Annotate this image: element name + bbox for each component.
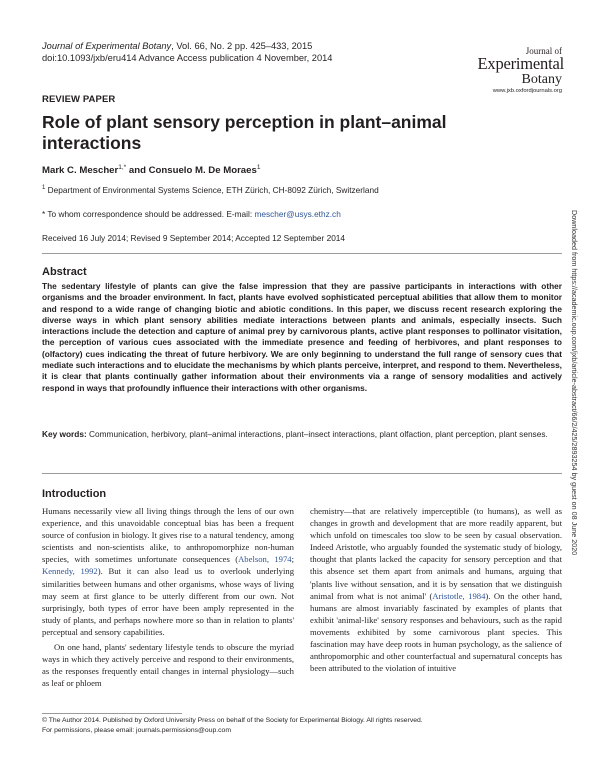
- received-dates: Received 16 July 2014; Revised 9 September 2014; Accepted 12 September 2014: [42, 233, 346, 243]
- author-1: Mark C. Mescher: [42, 165, 119, 177]
- logo-url[interactable]: www.jxb.oxfordjournals.org: [492, 88, 562, 94]
- journal-name: Journal of Experimental Botany: [42, 41, 172, 51]
- abstract-body: The sedentary lifestyle of plants can give the false impression that they are passive participants in interactions with other organisms and the broader environment. In fact, plants have evolved sophisticated perceptual abilities that allow them to monitor and respond to a wide range of changing biotic and abiotic conditions. In this paper, we discuss recent research exploring the diverse ways in which plant sensory abilities mediate interactions between plants and animals, especially insects. Such interactions include the detection and capture of animal prey by carnivorous plants, active plant responses to pollinator visitation, the perception of various cues associated with the immediate presence and feeding of herbivores, and plant responses to (olfactory) cues indicating the threat of future herbivory. We are only beginning to understand the full range of sensory cues that mediate such interactions and to elucidate the mechanisms by which plants perceive, interpret, and respond to them. Nevertheless, it is clear that plants continually gather information about their environments via a range of sensory modalities and actively respond in ways that profoundly influence their interactions with other organisms.: [42, 281, 562, 393]
- copyright-line: © The Author 2014. Published by Oxford University Press on behalf of the Society for Experimental Biology. All rights reserved.: [42, 717, 423, 724]
- logo-line-2: Experimental: [477, 54, 564, 73]
- volume-pages: , Vol. 66, No. 2 pp. 425–433, 2015: [171, 41, 313, 51]
- affiliation-text: Department of Environmental Systems Science, ETH Zürich, CH-8092 Zürich, Switzerland: [45, 185, 379, 195]
- intro-p3-text-b: ). On the other hand, humans are almost invariably fascinated by examples of plants that exhibit 'animal-like' sensory responses and behaviours, such as the rapid movements exhibited by some carnivorous plant species. This fascination may have deep roots in human psychology, as the salience of anthropomorphic and other counterfactual and supernatural concepts has been attributed to the violation of intuitive: [310, 590, 562, 674]
- intro-p1-text-b: ). But it can also lead us to overlook underlying similarities between humans and other organisms, whose ways of living may seem at first glance to be utterly different from our own. Not surprisingly, both types of error have been amply represented in the study of plants, and perhaps nowhere more so than in relation to plants' perceptual and sensory capabilities.: [42, 566, 295, 637]
- citation-separator: ;: [291, 554, 294, 565]
- journal-reference: [42, 40, 332, 64]
- intro-paragraph-2: On one hand, plants' sedentary lifestyle tends to obscure the myriad ways in which they actively perceive and respond to their environments, as the responses frequently entail changes in internal physiology—such as leaf or phloem: [42, 642, 294, 689]
- keywords: [42, 429, 562, 440]
- journal-logo: [472, 46, 564, 96]
- correspondence-prefix: * To whom correspondence should be addressed. E-mail:: [42, 209, 255, 219]
- intro-p3-text-a: chemistry—that are relatively imperceptible (to humans), as well as changes in growth and development that are more readily apparent, but which unfold on timescales too slow to be seen by casual observation. Indeed Aristotle, who arguably founded the systematic study of biology, thought that plants lacked the capacity for sensory perception and that this absence set them apart from animals and humans, arguing that 'plants live without sensation, and it is by sensation that we distinguish animal from what is not animal' (: [310, 506, 562, 601]
- download-notice[interactable]: Downloaded from https://academic.oup.com/jxb/article-abstract/66/2/425/2893254 by guest on 08 June 2020: [570, 210, 579, 556]
- correspondence: [42, 209, 341, 219]
- author-2-sup: 1: [256, 164, 261, 171]
- affiliation-sup: 1: [42, 185, 46, 192]
- footer: [42, 716, 423, 735]
- affiliation: [42, 185, 379, 195]
- author-1-sup: 1,*: [118, 164, 127, 171]
- authors: [42, 164, 260, 176]
- right-column: [310, 505, 562, 674]
- intro-paragraph-3: [310, 505, 562, 674]
- keywords-label: Key words:: [42, 429, 87, 439]
- left-column: [42, 505, 294, 689]
- intro-p1-text-a: Humans necessarily view all living things through the lens of our own experience, and this unavoidable conceptual bias has been a frequent source of confusion in biology. It gives rise to a natural tendency, among scientists and non-scientists alike, to anthropomorphize non-human species, with sometimes unfortunate consequences (: [42, 506, 294, 565]
- paper-title: Role of plant sensory perception in plant–animal interactions: [42, 112, 447, 153]
- section-label: REVIEW PAPER: [42, 94, 116, 105]
- author-connector: and: [126, 165, 149, 177]
- doi-line: doi:10.1093/jxb/eru414 Advance Access publication 4 November, 2014: [42, 53, 333, 63]
- permissions-line: For permissions, please email: journals.permissions@oup.com: [42, 726, 231, 734]
- logo-line-3: Botany: [521, 72, 562, 87]
- correspondence-email-link[interactable]: mescher@usys.ethz.ch: [254, 209, 341, 219]
- abstract-heading: Abstract: [42, 266, 87, 278]
- footer-rule: [42, 713, 182, 714]
- author-2: Consuelo M. De Moraes: [148, 165, 257, 177]
- citation-kennedy[interactable]: Kennedy, 1992: [42, 566, 98, 577]
- intro-paragraph-1: [42, 505, 294, 638]
- divider-top: [42, 253, 562, 254]
- logo-line-1: Journal of: [525, 46, 562, 56]
- download-sidebar: [567, 210, 581, 570]
- divider-middle: [42, 473, 562, 474]
- introduction-heading: Introduction: [42, 488, 107, 500]
- keywords-text: Communication, herbivory, plant–animal interactions, plant–insect interactions, plant olfaction, plant perception, plant senses.: [86, 429, 548, 439]
- citation-aristotle[interactable]: Aristotle, 1984: [432, 590, 486, 601]
- citation-abelson[interactable]: Abelson, 1974: [238, 554, 292, 565]
